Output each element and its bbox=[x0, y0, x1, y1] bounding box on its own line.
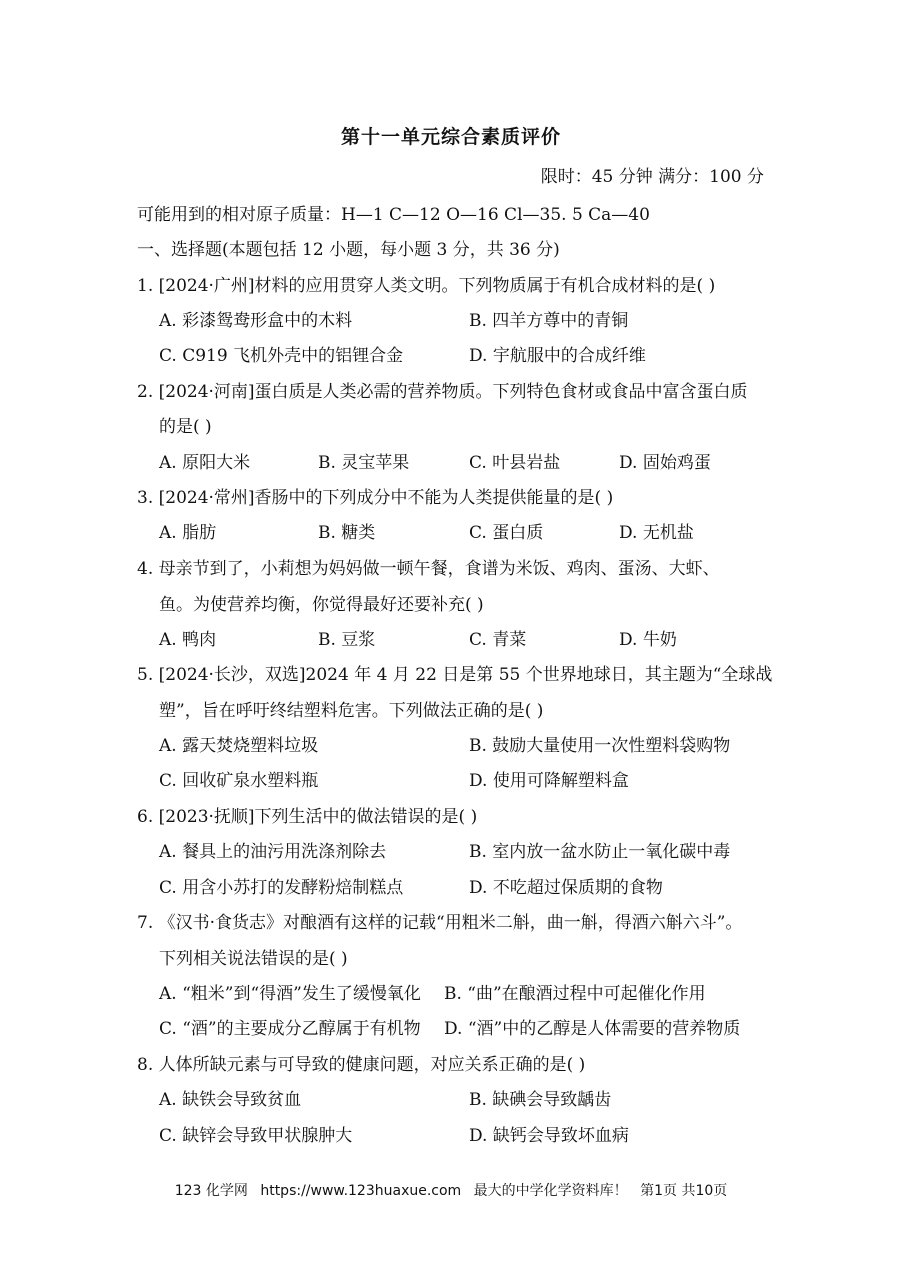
question-2-option-c: C. 叶县岩盐 bbox=[469, 453, 561, 473]
question-1-option-a: A. 彩漆鸳鸯形盒中的木料 bbox=[159, 311, 353, 331]
question-6-option-c: C. 用含小苏打的发酵粉焙制糕点 bbox=[159, 878, 404, 898]
footer-slogan: 最大的中学化学资料库！ bbox=[473, 1183, 628, 1199]
question-6-option-d: D. 不吃超过保质期的食物 bbox=[469, 878, 663, 898]
page-footer bbox=[0, 1180, 902, 1200]
question-6-option-b: B. 室内放一盆水防止一氧化碳中毒 bbox=[469, 842, 731, 862]
footer-page-number: 第1页 共10页 bbox=[640, 1183, 728, 1199]
footer-site-name: 123 化学网 bbox=[174, 1183, 248, 1199]
question-1-stem: 1. [2024·广州]材料的应用贯穿人类文明。下列物质属于有机合成材料的是( ) bbox=[137, 276, 716, 296]
question-5-stem: 5. [2024·长沙，双选]2024 年 4 月 22 日是第 55 个世界地球日，其主题为“全球战 bbox=[137, 665, 773, 685]
section-heading: 一、选择题(本题包括 12 小题，每小题 3 分，共 36 分) bbox=[137, 240, 560, 260]
question-2-option-b: B. 灵宝苹果 bbox=[318, 453, 410, 473]
question-1-option-c: C. C919 飞机外壳中的铝锂合金 bbox=[159, 346, 404, 366]
question-8-option-d: D. 缺钙会导致坏血病 bbox=[469, 1126, 629, 1146]
question-5-option-d: D. 使用可降解塑料盒 bbox=[469, 771, 629, 791]
question-1-option-b: B. 四羊方尊中的青铜 bbox=[469, 311, 629, 331]
time-limit: 限时：45 分钟 满分：100 分 bbox=[540, 167, 764, 187]
question-2-option-a: A. 原阳大米 bbox=[159, 453, 251, 473]
question-4-option-d: D. 牛奶 bbox=[619, 630, 677, 650]
question-6-stem: 6. [2023·抚顺]下列生活中的做法错误的是( ) bbox=[137, 807, 478, 827]
question-7-option-d: D. “酒”中的乙醇是人体需要的营养物质 bbox=[444, 1019, 741, 1039]
question-7-stem-continued: 下列相关说法错误的是( ) bbox=[159, 949, 348, 969]
page-title: 第十一单元综合素质评价 bbox=[340, 126, 561, 148]
question-3-option-d: D. 无机盐 bbox=[619, 523, 694, 543]
question-8-option-a: A. 缺铁会导致贫血 bbox=[159, 1090, 302, 1110]
question-8-option-b: B. 缺碘会导致龋齿 bbox=[469, 1090, 612, 1110]
question-6-option-a: A. 餐具上的油污用洗涤剂除去 bbox=[159, 842, 387, 862]
question-8-stem: 8. 人体所缺元素与可导致的健康问题，对应关系正确的是( ) bbox=[137, 1055, 586, 1075]
question-3-option-c: C. 蛋白质 bbox=[469, 523, 544, 543]
question-5-option-c: C. 回收矿泉水塑料瓶 bbox=[159, 771, 319, 791]
atomic-masses: 可能用到的相对原子质量：H—1 C—12 O—16 Cl—35. 5 Ca—40 bbox=[137, 205, 650, 225]
question-5-stem-continued: 塑”，旨在呼吁终结塑料危害。下列做法正确的是( ) bbox=[159, 701, 544, 721]
question-7-option-b: B. “曲”在酿酒过程中可起催化作用 bbox=[444, 984, 706, 1004]
question-2-stem-continued: 的是( ) bbox=[159, 417, 212, 437]
question-3-option-b: B. 糖类 bbox=[318, 523, 376, 543]
question-4-option-c: C. 青菜 bbox=[469, 630, 527, 650]
question-3-option-a: A. 脂肪 bbox=[159, 523, 217, 543]
question-5-option-b: B. 鼓励大量使用一次性塑料袋购物 bbox=[469, 736, 731, 756]
question-4-stem-continued: 鱼。为使营养均衡，你觉得最好还要补充( ) bbox=[159, 595, 484, 615]
question-3-stem: 3. [2024·常州]香肠中的下列成分中不能为人类提供能量的是( ) bbox=[137, 488, 614, 508]
footer-url[interactable]: https://www.123huaxue.com bbox=[260, 1183, 462, 1199]
question-5-option-a: A. 露天焚烧塑料垃圾 bbox=[159, 736, 319, 756]
question-4-stem: 4. 母亲节到了，小莉想为妈妈做一顿午餐，食谱为米饭、鸡肉、蛋汤、大虾、 bbox=[137, 559, 720, 579]
question-2-stem: 2. [2024·河南]蛋白质是人类必需的营养物质。下列特色食材或食品中富含蛋白质 bbox=[137, 382, 748, 402]
question-4-option-b: B. 豆浆 bbox=[318, 630, 376, 650]
question-1-option-d: D. 宇航服中的合成纤维 bbox=[469, 346, 646, 366]
question-7-stem: 7. 《汉书·食货志》对酿酒有这样的记载“用粗米二斛，曲一斛，得酒六斛六斗”。 bbox=[137, 913, 743, 933]
question-7-option-c: C. “酒”的主要成分乙醇属于有机物 bbox=[159, 1019, 421, 1039]
question-7-option-a: A. “粗米”到“得酒”发生了缓慢氧化 bbox=[159, 984, 421, 1004]
question-4-option-a: A. 鸭肉 bbox=[159, 630, 217, 650]
question-8-option-c: C. 缺锌会导致甲状腺肿大 bbox=[159, 1126, 353, 1146]
question-2-option-d: D. 固始鸡蛋 bbox=[619, 453, 711, 473]
